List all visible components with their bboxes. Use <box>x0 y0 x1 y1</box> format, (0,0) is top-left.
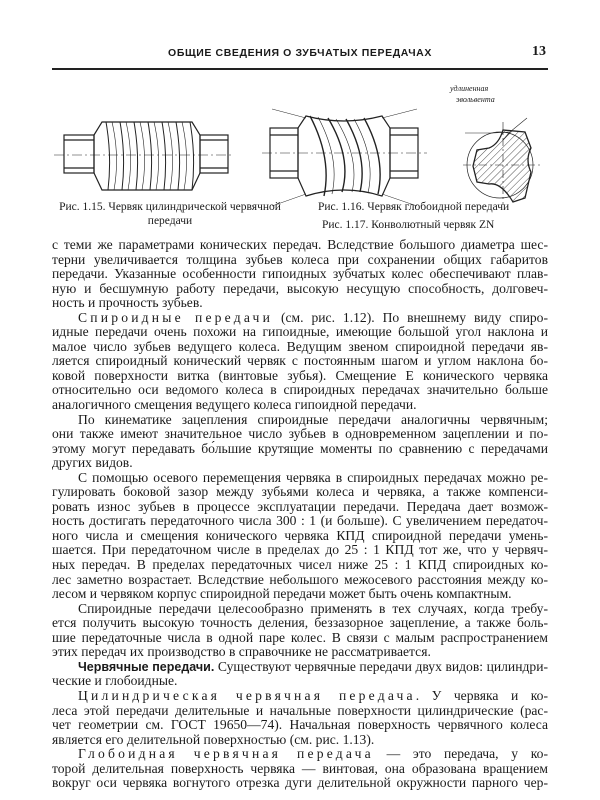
figure-caption-1-17: Рис. 1.17. Конволютный червяк ZN <box>322 219 495 231</box>
text-line <box>52 704 548 719</box>
line-text: малое число зубьев ведущего колеса. Ведущим звеном спироидной передачи яв- <box>52 338 548 354</box>
bold-heading: Червячные передачи. <box>78 659 215 674</box>
text-line <box>52 762 548 777</box>
text-line <box>52 529 548 544</box>
figure-label-line-2: эвольвента <box>456 95 495 104</box>
text-line <box>52 340 548 355</box>
text-line <box>52 747 548 762</box>
line-text: чет геометрии см. ГОСТ 19650—74). Начальная поверхность червячного колеса <box>52 717 548 733</box>
line-text: лесом и червяком корпус спироидной передачи может быть очень компактным. <box>52 586 512 602</box>
header-title: ОБЩИЕ СВЕДЕНИЯ О ЗУБЧАТЫХ ПЕРЕДАЧАХ <box>168 47 432 59</box>
line-text: шается. При передаточном числе в пределах до 25 : 1 КПД тот же, что у червяч- <box>52 542 548 558</box>
text-line <box>52 558 548 573</box>
text-line <box>52 383 548 398</box>
text-line <box>52 282 548 297</box>
caption-line: передачи <box>147 215 193 227</box>
text-line <box>52 500 548 515</box>
figure-label-line-1: удлиненная <box>450 84 489 93</box>
line-text: лес заметно возрастает. Вследствие небольшого межосевого расстояния между ко- <box>52 571 548 587</box>
text-line <box>52 718 548 733</box>
text-line <box>52 776 548 791</box>
text-line <box>52 645 548 660</box>
text-line <box>52 369 548 384</box>
text-line <box>52 573 548 588</box>
line-text: этому могут передавать бо́льшие крутящие моменты по сравнению с передачами <box>52 440 548 456</box>
text-line <box>52 616 548 631</box>
text-line <box>52 514 548 529</box>
figure-caption-1-15 <box>45 200 295 228</box>
text-line <box>52 398 548 413</box>
running-header <box>52 44 548 70</box>
line-text: идные передачи очень похожи на гипоидные, имеющие большой угол наклона и <box>52 324 548 340</box>
line-text: передачи. Указанные особенности гипоидных зубчатых колес обеспечивают плав- <box>52 266 548 282</box>
text-line <box>52 674 548 689</box>
text-line <box>52 442 548 457</box>
line-text: шие передаточные числа в одной паре колес. В связи с малым распространением <box>52 629 548 645</box>
text-line <box>52 267 548 282</box>
line-text: ческие и глобоидные. <box>52 673 178 689</box>
line-text: других видов. <box>52 455 133 471</box>
figure-cylindrical-worm <box>50 120 235 200</box>
line-text: относительно оси ведомого колеса в спироидных передачах значительно больше <box>52 382 548 398</box>
text-line <box>52 311 548 326</box>
line-text: торой делительная поверхность червяка — винтовая, она образована вращением <box>52 760 548 776</box>
page-number: 13 <box>532 44 546 59</box>
line-text: терни увеличивается толщина зубьев колеса при сохранении общих габаритов <box>52 251 548 267</box>
text-line <box>52 660 548 675</box>
line-text: ность и прочность зубьев. <box>52 295 203 311</box>
line-text: ность достигать передаточного числа 300 : 1 (и больше). С увеличением передаточ- <box>52 513 548 529</box>
line-text: . У червяка и ко- <box>415 687 548 703</box>
text-line <box>52 296 548 311</box>
body-text <box>52 238 548 791</box>
text-line <box>52 238 548 253</box>
text-line <box>52 602 548 617</box>
figure-convolute-worm-section <box>455 110 550 210</box>
line-text: ковой поверхности витка (винтовые зубья). Смещение E конического червяка <box>52 367 548 383</box>
line-text: Существуют червячные передачи двух видов: цилиндри- <box>214 658 548 674</box>
text-line <box>52 253 548 268</box>
line-text: По кинематике зацепления спироидные передачи аналогичны червячным; <box>78 411 548 427</box>
line-text: — это передача, у ко- <box>373 746 548 762</box>
text-line <box>52 456 548 471</box>
text-line <box>52 471 548 486</box>
line-text: ную и бесшумную работу передачи, высокую несущую способность, долговеч- <box>52 280 548 296</box>
caption-line: Рис. 1.15. Червяк цилиндрической червячной <box>59 201 281 213</box>
figure-globoid-worm <box>262 108 427 208</box>
spaced-term: Цилиндрическая червячная передача <box>78 687 416 703</box>
text-line <box>52 325 548 340</box>
line-text: С помощью осевого перемещения червяка в спироидных передачах можно ре- <box>78 469 548 485</box>
text-line <box>52 543 548 558</box>
line-text: они также имеют значительное число зубьев в одновременном зацеплении и по- <box>52 426 548 442</box>
line-text: леса этой передачи делительные и начальные поверхности цилиндрические (рас- <box>52 702 548 718</box>
line-text: этих передач их производство в справочнике не рассматривается. <box>52 644 431 660</box>
line-text: ется получить высокую точность деления, беззазорное зацепление, а также боль- <box>52 615 548 631</box>
line-text: ных передач. В пределах передаточных чисел ниже 25 : 1 КПД спироидных ко- <box>52 557 548 573</box>
line-text: гулировать боковой зазор между зубьями колеса и червяка, а также компенси- <box>52 484 548 500</box>
line-text: с теми же параметрами конических передач. Вследствие большого диаметра шес- <box>52 237 548 252</box>
text-line <box>52 631 548 646</box>
line-text: вокруг оси червяка вогнутого отрезка дуги делительной окружности парного чер- <box>52 775 548 791</box>
line-text: Спироидные передачи целесообразно применять в тех случаях, когда требу- <box>78 600 548 616</box>
text-line <box>52 733 548 748</box>
line-text: ного числа и смещения конического червяка КПД спироидной передачи умень- <box>52 527 548 543</box>
line-text: ляется спироидный конический червяк с постоянным шагом и углом наклона бо- <box>52 353 548 369</box>
spaced-term: Спироидные передачи <box>78 309 274 325</box>
text-line <box>52 427 548 442</box>
text-line <box>52 689 548 704</box>
text-line <box>52 413 548 428</box>
spaced-term: Глобоидная червячная передача <box>78 746 374 762</box>
line-text: аналогичного смещения ведущего колеса гипоидной передачи. <box>52 397 417 413</box>
text-line <box>52 587 548 602</box>
text-line <box>52 485 548 500</box>
line-text: ровать износ зубьев в процессе эксплуатации передачи. Передача дает возмож- <box>52 498 548 514</box>
figure-caption-1-16: Рис. 1.16. Червяк глобоидной передачи <box>318 201 510 213</box>
line-text: является его делительной поверхностью (см. рис. 1.13). <box>52 731 375 747</box>
line-text: (см. рис. 1.12). По внешнему виду спиро- <box>273 309 548 325</box>
text-line <box>52 354 548 369</box>
